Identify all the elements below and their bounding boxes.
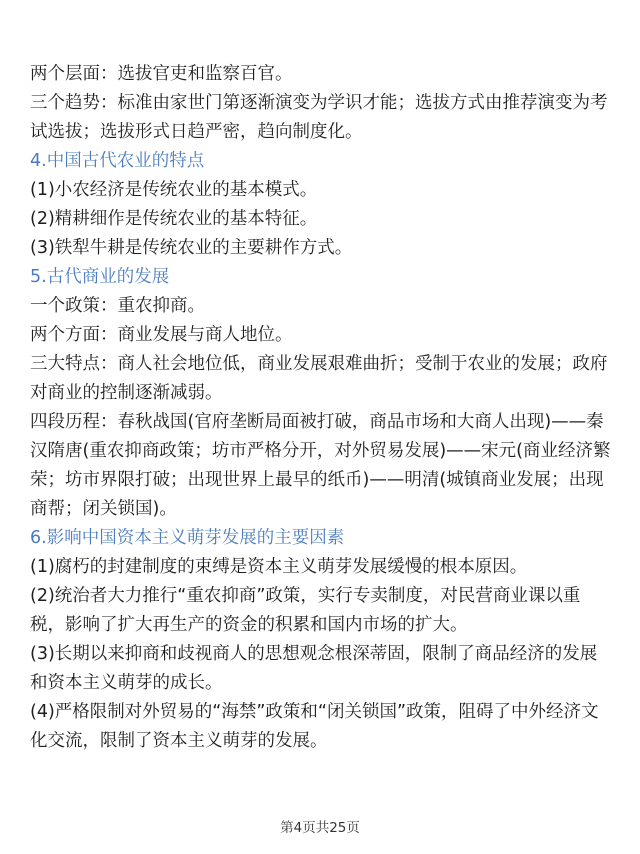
paragraph-three-features: 三大特点：商人社会地位低，商业发展艰难曲折；受制于农业的发展；政府对商业的控制逐渐减弱。 [30,354,608,403]
section-heading-capitalism: 6.影响中国资本主义萌芽发展的主要因素 [30,528,345,548]
paragraph-three-trends: 三个趋势：标准由家世门第逐渐演变为学识才能；选拔方式由推荐演变为考试选拔；选拔形式日趋严密，趋向制度化。 [30,93,608,142]
page-number: 第4页共25页 [280,820,360,836]
list-item-factor-4: (4)严格限制对外贸易的“海禁”政策和“闭关锁国”政策，阻碍了中外经济文化交流，限制了资本主义萌芽的发展。 [30,702,599,751]
list-item-agriculture-1: (1)小农经济是传统农业的基本模式。 [30,180,318,200]
list-item-factor-1: (1)腐朽的封建制度的束缚是资本主义萌芽发展缓慢的根本原因。 [30,557,528,577]
list-item-factor-3: (3)长期以来抑商和歧视商人的思想观念根深蒂固，限制了商品经济的发展和资本主义萌芽的成长。 [30,644,598,693]
section-heading-agriculture: 4.中国古代农业的特点 [30,151,205,171]
paragraph-four-stages: 四段历程：春秋战国(官府垄断局面被打破，商品市场和大商人出现)——秦汉隋唐(重农抑商政策；坊市严格分开，对外贸易发展)——宋元(商业经济繁荣；坊市界限打破；出现世界上最早的纸币)——明清(城镇商业发展；出现商帮；闭关锁国)。 [30,412,611,519]
paragraph-two-levels: 两个层面：选拔官吏和监察百官。 [30,64,293,84]
paragraph-two-aspects: 两个方面：商业发展与商人地位。 [30,325,293,345]
list-item-factor-2: (2)统治者大力推行“重农抑商”政策，实行专卖制度，对民营商业课以重税，影响了扩大再生产的资金的积累和国内市场的扩大。 [30,586,581,635]
paragraph-one-policy: 一个政策：重农抑商。 [30,296,205,316]
list-item-agriculture-3: (3)铁犁牛耕是传统农业的主要耕作方式。 [30,238,353,258]
section-heading-commerce: 5.古代商业的发展 [30,267,170,287]
list-item-agriculture-2: (2)精耕细作是传统农业的基本特征。 [30,209,318,229]
